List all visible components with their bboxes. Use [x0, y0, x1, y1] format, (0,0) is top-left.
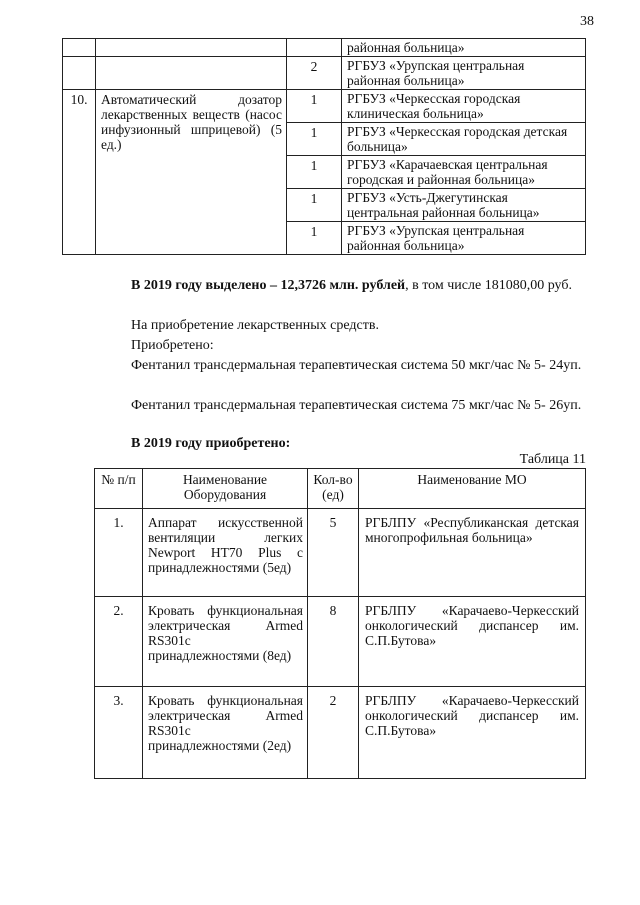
equipment-name: Автоматический дозатор лекарственных веществ (насос инфузионный шприцевой) (5 ед.) [96, 90, 287, 255]
table-header-row [95, 469, 586, 509]
row-number: 10. [63, 90, 96, 255]
table-row: районная больница» [63, 39, 586, 57]
purpose-line: На приобретение лекарственных средств. [131, 318, 379, 333]
drug-item-1: Фентанил трансдермальная терапевтическая система 50 мкг/час № 5- 24уп. [131, 358, 582, 373]
table-row: 1 РГБУЗ «Карачаевская центральная городская и районная больница» [63, 156, 586, 189]
table-row: 2 РГБУЗ «Урупская центральная районная больница» [63, 57, 586, 90]
header-qty: Кол-во (ед) [308, 469, 359, 509]
funding-paragraph: В 2019 году выделено – 12,3726 млн. рублей, в том числе 181080,00 руб. [131, 278, 572, 293]
equipment-distribution-table [62, 38, 586, 255]
table-label: Таблица 11 [519, 452, 586, 467]
table-row: 10. Автоматический дозатор лекарственных веществ (насос инфузионный шприцевой) (5 ед.) 1 РГБУЗ «Черкесская городская клиническая больница» [63, 90, 586, 123]
purchased-equipment-table [94, 468, 586, 779]
page-number: 38 [580, 14, 594, 29]
section-heading: В 2019 году приобретено: [131, 436, 291, 451]
header-num: № п/п [95, 469, 143, 509]
header-name: Наименование Оборудования [143, 469, 308, 509]
header-mo: Наименование МО [359, 469, 586, 509]
table-row: 1 РГБУЗ «Урупская центральная районная больница» [63, 222, 586, 255]
table-row: 2. Кровать функциональная электрическая Armed RS301c принадлежностями (8ед) 8 РГБЛПУ «Карачаево-Черкесский онкологический диспансер им. С.П.Бутова» [95, 597, 586, 687]
purchased-label: Приобретено: [131, 338, 214, 353]
table-row: 1 РГБУЗ «Черкесская городская детская больница» [63, 123, 586, 156]
table-row: 1. Аппарат искусственной вентиляции легких Newport HT70 Plus с принадлежностями (5ед) 5 РГБЛПУ «Республиканская детская многопрофильная больница» [95, 509, 586, 597]
table-row: 1 РГБУЗ «Усть-Джегутинская центральная районная больница» [63, 189, 586, 222]
table-row: 3. Кровать функциональная электрическая Armed RS301c принадлежностями (2ед) 2 РГБЛПУ «Карачаево-Черкесский онкологический диспансер им. С.П.Бутова» [95, 687, 586, 779]
drug-item-2: Фентанил трансдермальная терапевтическая система 75 мкг/час № 5- 26уп. [131, 398, 582, 413]
